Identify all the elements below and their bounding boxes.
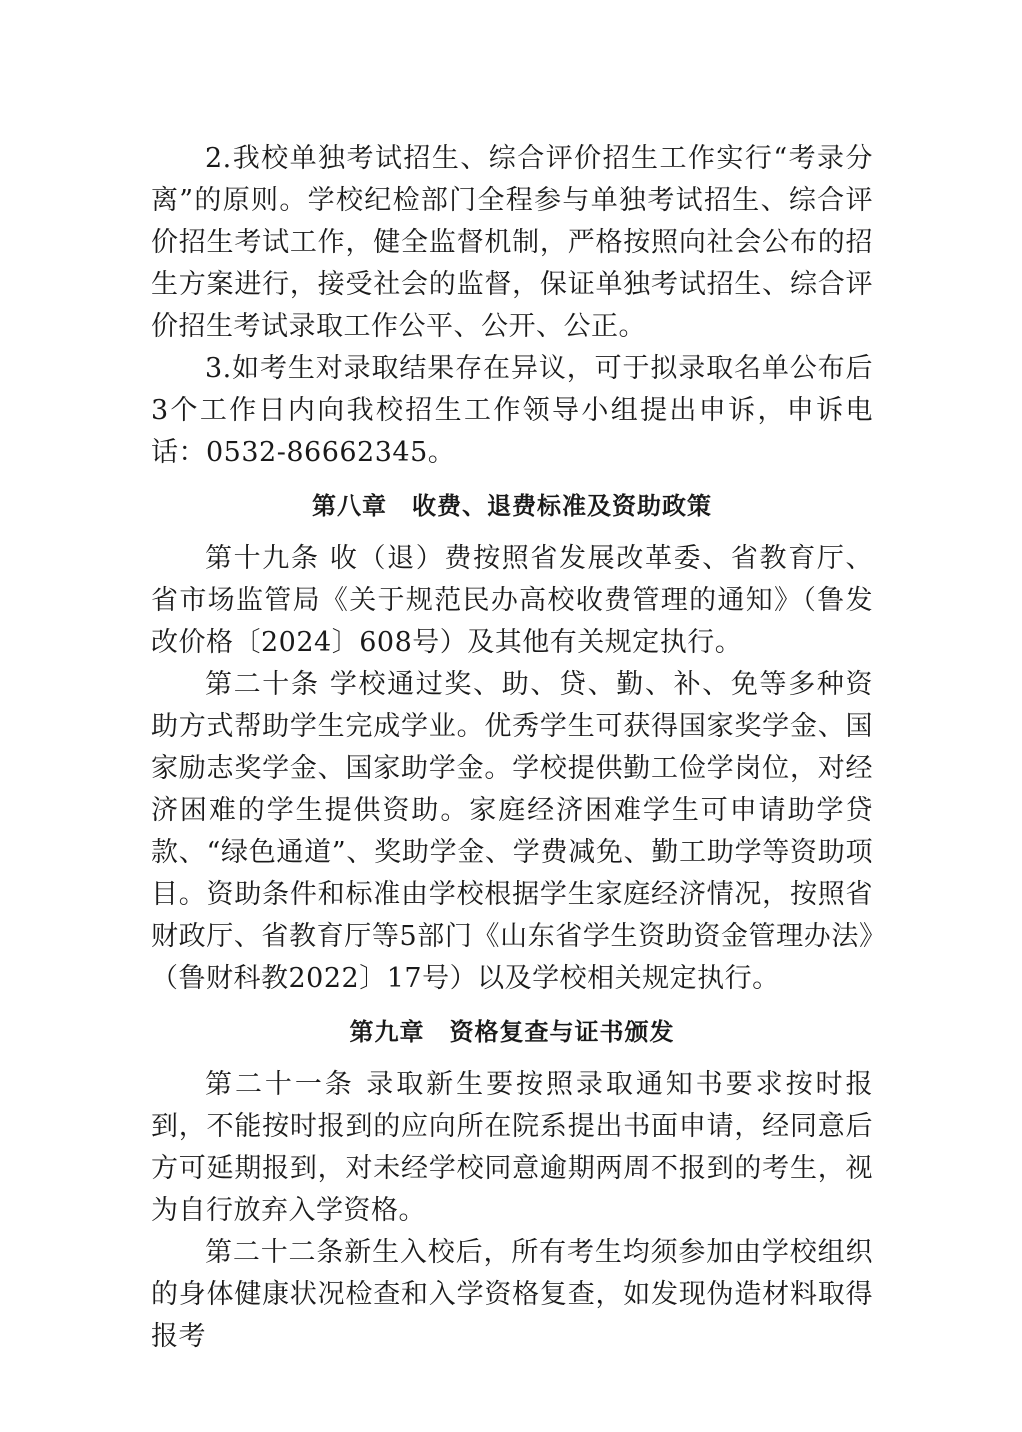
article-19: 第十九条 收（退）费按照省发展改革委、省教育厅、省市场监管局《关于规范民办高校收费管理的通知》（鲁发改价格〔2024〕608号）及其他有关规定执行。 [151,543,873,658]
chapter-8-title: 第八章 收费、退费标准及资助政策 [312,492,712,520]
paragraph-admission-separation: 2.我校单独考试招生、综合评价招生工作实行“考录分离”的原则。学校纪检部门全程参与单独考试招生、综合评价招生考试工作，健全监督机制，严格按照向社会公布的招生方案进行，接受社会的监督，保证单独考试招生、综合评价招生考试录取工作公平、公开、公正。 [151,143,873,342]
article-21: 第二十一条 录取新生要按照录取通知书要求按时报到，不能按时报到的应向所在院系提出书面申请，经同意后方可延期报到，对未经学校同意逾期两周不报到的考生，视为自行放弃入学资格。 [151,1069,873,1226]
paragraph-appeal: 3.如考生对录取结果存在异议，可于拟录取名单公布后3个工作日内向我校招生工作领导小组提出申诉，申诉电话：0532-86662345。 [151,353,873,468]
article-20: 第二十条 学校通过奖、助、贷、勤、补、免等多种资助方式帮助学生完成学业。优秀学生可获得国家奖学金、国家励志奖学金、国家助学金。学校提供勤工俭学岗位，对经济困难的学生提供资助。家庭经济困难学生可申请助学贷款、“绿色通道”、奖助学金、学费减免、勤工助学等资助项目。资助条件和标准由学校根据学生家庭经济情况，按照省财政厅、省教育厅等5部门《山东省学生资助资金管理办法》（鲁财科教2022〕17号）以及学校相关规定执行。 [151,669,873,994]
chapter-9-title: 第九章 资格复查与证书颁发 [349,1018,675,1046]
article-22: 第二十二条新生入校后，所有考生均须参加由学校组织的身体健康状况检查和入学资格复查，如发现伪造材料取得报考 [151,1237,873,1352]
document-page [151,138,873,1358]
